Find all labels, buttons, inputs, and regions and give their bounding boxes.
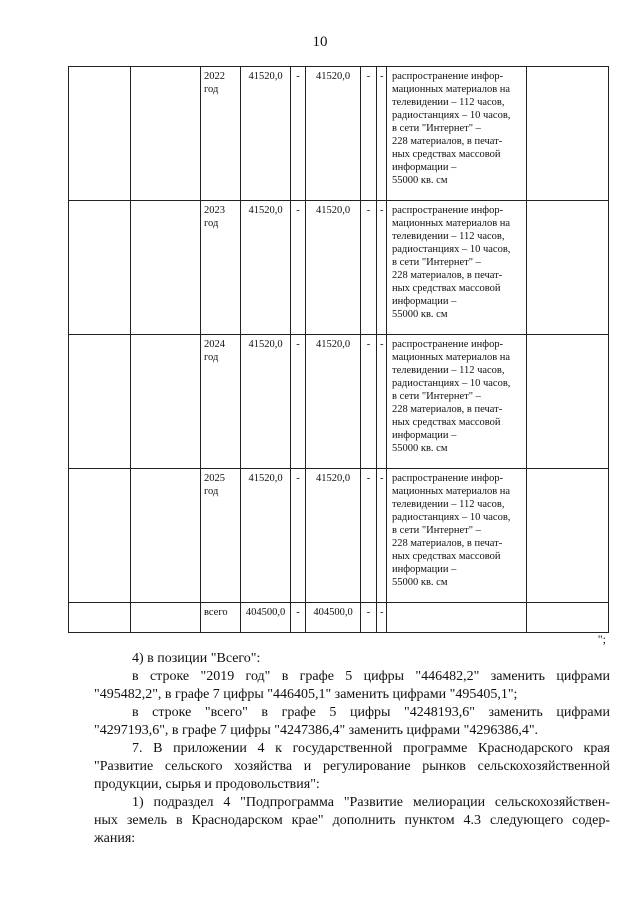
paragraph-line: "Развитие сельского хозяйства и регулирование рынков сельскохозяйственной [94, 759, 610, 774]
empty-cell [69, 201, 131, 335]
value-cell: 41520,0 [306, 335, 361, 469]
description-line: информации – [392, 430, 457, 441]
description-line: мационных материалов на [392, 352, 511, 363]
table-row [69, 469, 609, 603]
description-cell [387, 67, 527, 201]
description-line: радиостанциях – 10 часов, [392, 110, 511, 121]
paragraph-line: продукции, сырья и продовольствия": [94, 777, 320, 792]
paragraph-line: "495482,2", в графе 7 цифры "446405,1" заменить цифрами "495405,1"; [94, 687, 518, 702]
budget-table [68, 66, 609, 633]
table-row [69, 335, 609, 469]
value-cell: 41520,0 [241, 67, 291, 201]
description-line: телевидении – 112 часов, [392, 499, 505, 510]
empty-cell [131, 67, 201, 201]
empty-cell [527, 201, 609, 335]
description-line: 228 материалов, в печат- [392, 538, 503, 549]
year-cell: 2025 год [201, 469, 241, 603]
value-cell: - [291, 67, 306, 201]
total-row [69, 603, 609, 633]
description-line: в сети "Интернет" – [392, 257, 481, 268]
description-line: радиостанциях – 10 часов, [392, 244, 511, 255]
description-cell [387, 335, 527, 469]
paragraph-item-4: 4) в позиции "Всего": [132, 651, 261, 666]
paragraph-line: "4297193,6", в графе 7 цифры "4247386,4" заменить цифрами "4296386,4". [94, 723, 539, 738]
description-line: ных средствах массовой [392, 283, 501, 294]
paragraph-line: жания: [94, 831, 136, 846]
description-line: 55000 кв. см [392, 443, 448, 454]
total-label: всего [201, 603, 241, 633]
empty-cell [131, 335, 201, 469]
paragraph-line: ных земель в Краснодарском крае" дополнить пунктом 4.3 следующего содер- [94, 813, 610, 828]
description-line: распространение инфор- [392, 71, 504, 82]
description-line: телевидении – 112 часов, [392, 231, 505, 242]
value-cell: 41520,0 [241, 469, 291, 603]
value-cell: - [361, 469, 377, 603]
empty-cell [527, 603, 609, 633]
empty-cell [527, 335, 609, 469]
description-line: информации – [392, 296, 457, 307]
year-cell: 2024 год [201, 335, 241, 469]
value-cell: 41520,0 [306, 469, 361, 603]
total-value: - [361, 603, 377, 633]
value-cell: - [291, 335, 306, 469]
description-cell [387, 201, 527, 335]
total-value: - [377, 603, 387, 633]
empty-cell [69, 335, 131, 469]
description-line: 228 материалов, в печат- [392, 136, 503, 147]
description-line: распространение инфор- [392, 473, 504, 484]
value-cell: - [361, 67, 377, 201]
description-line: радиостанциях – 10 часов, [392, 378, 511, 389]
description-line: мационных материалов на [392, 486, 511, 497]
empty-cell [131, 201, 201, 335]
description-line: 55000 кв. см [392, 175, 448, 186]
empty-cell [387, 603, 527, 633]
value-cell: - [377, 335, 387, 469]
description-line: мационных материалов на [392, 84, 511, 95]
value-cell: - [361, 201, 377, 335]
total-value: - [291, 603, 306, 633]
empty-cell [527, 67, 609, 201]
description-line: распространение инфор- [392, 205, 504, 216]
page-number: 10 [312, 34, 328, 50]
value-cell: 41520,0 [306, 201, 361, 335]
description-line: ных средствах массовой [392, 149, 501, 160]
total-value: 404500,0 [306, 603, 361, 633]
empty-cell [69, 469, 131, 603]
paragraph-line: 1) подраздел 4 "Подпрограмма "Развитие мелиорации сельскохозяйствен- [132, 795, 610, 810]
description-line: телевидении – 112 часов, [392, 97, 505, 108]
paragraph-line: в строке "всего" в графе 5 цифры "4248193,6" заменить цифрами [132, 705, 610, 720]
description-line: радиостанциях – 10 часов, [392, 512, 511, 523]
description-line: 228 материалов, в печат- [392, 270, 503, 281]
description-line: 55000 кв. см [392, 577, 448, 588]
value-cell: - [377, 67, 387, 201]
paragraph-line: 7. В приложении 4 к государственной программе Краснодарского края [132, 741, 610, 756]
value-cell: - [291, 469, 306, 603]
empty-cell [131, 603, 201, 633]
value-cell: 41520,0 [306, 67, 361, 201]
value-cell: - [291, 201, 306, 335]
description-line: ных средствах массовой [392, 417, 501, 428]
table-row [69, 67, 609, 201]
description-line: телевидении – 112 часов, [392, 365, 505, 376]
description-line: ных средствах массовой [392, 551, 501, 562]
description-line: информации – [392, 564, 457, 575]
empty-cell [69, 603, 131, 633]
description-line: 228 материалов, в печат- [392, 404, 503, 415]
description-line: мационных материалов на [392, 218, 511, 229]
description-line: 55000 кв. см [392, 309, 448, 320]
closing-quote-mark: "; [597, 632, 606, 646]
description-line: в сети "Интернет" – [392, 391, 481, 402]
value-cell: - [377, 201, 387, 335]
empty-cell [69, 67, 131, 201]
value-cell: - [377, 469, 387, 603]
description-line: в сети "Интернет" – [392, 525, 481, 536]
year-cell: 2022 год [201, 67, 241, 201]
table-row [69, 201, 609, 335]
year-cell: 2023 год [201, 201, 241, 335]
description-line: информации – [392, 162, 457, 173]
description-line: в сети "Интернет" – [392, 123, 481, 134]
value-cell: - [361, 335, 377, 469]
empty-cell [131, 469, 201, 603]
total-value: 404500,0 [241, 603, 291, 633]
value-cell: 41520,0 [241, 335, 291, 469]
description-line: распространение инфор- [392, 339, 504, 350]
description-cell [387, 469, 527, 603]
value-cell: 41520,0 [241, 201, 291, 335]
empty-cell [527, 469, 609, 603]
paragraph-line: в строке "2019 год" в графе 5 цифры "446482,2" заменить цифрами [132, 669, 610, 684]
